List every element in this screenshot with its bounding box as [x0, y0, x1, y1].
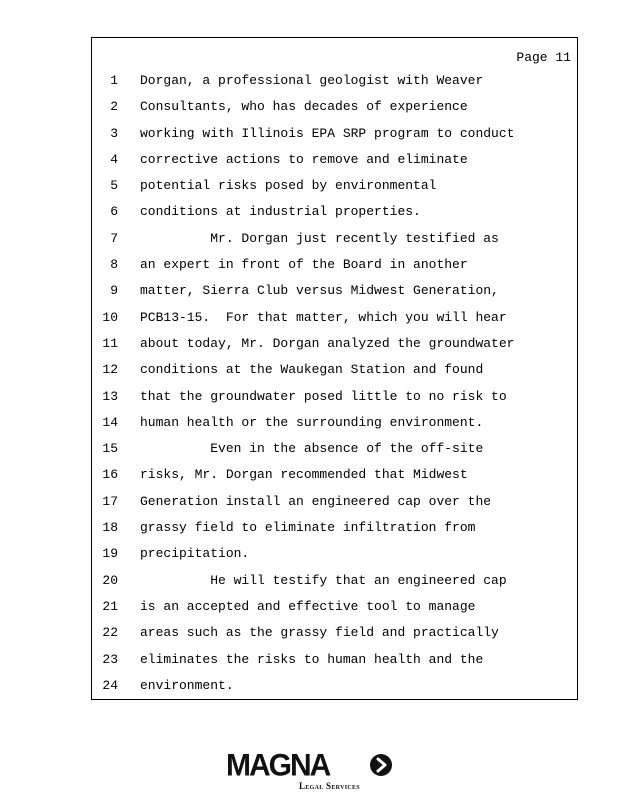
transcript-line — [92, 278, 577, 304]
line-text: human health or the surrounding environment. — [140, 414, 484, 430]
line-text: that the groundwater posed little to no risk to — [140, 388, 507, 404]
transcript-line — [92, 489, 577, 515]
line-text: an expert in front of the Board in another — [140, 257, 468, 273]
logo-wordmark: MAGNA — [226, 748, 330, 783]
line-number: 2 — [110, 99, 118, 115]
transcript-line — [92, 462, 577, 488]
line-number: 20 — [102, 572, 118, 588]
line-number: 14 — [102, 414, 118, 430]
line-text: working with Illinois EPA SRP program to conduct — [140, 125, 515, 141]
transcript-line — [92, 226, 577, 252]
transcript-line — [92, 673, 577, 699]
line-number: 1 — [110, 73, 118, 88]
line-number: 22 — [102, 625, 118, 641]
line-number: 19 — [102, 546, 118, 562]
transcript-line — [92, 331, 577, 357]
chevron-right-circle-icon — [369, 753, 393, 777]
transcript-line — [92, 594, 577, 620]
line-number: 11 — [102, 335, 118, 351]
line-number: 21 — [102, 598, 118, 614]
line-number: 17 — [102, 493, 118, 509]
transcript-line — [92, 620, 577, 646]
line-number: 13 — [102, 388, 118, 404]
line-text: risks, Mr. Dorgan recommended that Midwest — [140, 467, 468, 483]
logo-subtitle: Legal Services — [299, 781, 360, 791]
transcript-line — [92, 647, 577, 673]
transcript-line — [92, 541, 577, 567]
transcript-line — [92, 436, 577, 462]
line-text: conditions at the Waukegan Station and found — [140, 362, 484, 378]
line-text: He will testify that an engineered cap — [140, 572, 507, 588]
line-number: 24 — [102, 677, 118, 693]
line-text: is an accepted and effective tool to manage — [140, 598, 476, 614]
line-text: matter, Sierra Club versus Midwest Generation, — [140, 283, 499, 299]
transcript-line — [92, 68, 577, 94]
transcript-line — [92, 305, 577, 331]
line-number: 7 — [110, 230, 118, 246]
line-text: corrective actions to remove and eliminate — [140, 151, 468, 167]
transcript-line — [92, 94, 577, 120]
transcript-line — [92, 515, 577, 541]
transcript-line — [92, 147, 577, 173]
transcript-line — [92, 384, 577, 410]
line-text: Even in the absence of the off-site — [140, 441, 484, 457]
line-number: 5 — [110, 178, 118, 194]
transcript-line — [92, 199, 577, 225]
line-number: 16 — [102, 467, 118, 483]
line-number: 18 — [102, 520, 118, 536]
transcript-line — [92, 121, 577, 147]
transcript-line — [92, 173, 577, 199]
line-text: conditions at industrial properties. — [140, 204, 421, 220]
line-text: areas such as the grassy field and practically — [140, 625, 499, 641]
line-text: environment. — [140, 677, 234, 693]
line-text: Consultants, who has decades of experience — [140, 99, 468, 115]
line-text: grassy field to eliminate infiltration from — [140, 520, 476, 536]
line-text: Generation install an engineered cap over the — [140, 493, 492, 509]
line-text: potential risks posed by environmental — [140, 178, 437, 194]
line-number: 12 — [102, 362, 118, 378]
line-number: 4 — [110, 151, 118, 167]
page-number: Page 11 — [516, 50, 571, 65]
transcript-line — [92, 410, 577, 436]
line-number: 9 — [110, 283, 118, 299]
line-number: 8 — [110, 257, 118, 273]
line-text: Mr. Dorgan just recently testified as — [140, 230, 499, 246]
transcript-lines — [92, 68, 577, 699]
line-number: 3 — [110, 125, 118, 141]
transcript-line — [92, 357, 577, 383]
line-text: about today, Mr. Dorgan analyzed the groundwater — [140, 335, 515, 351]
magna-logo — [226, 748, 396, 792]
transcript-page — [91, 37, 578, 700]
transcript-line — [92, 568, 577, 594]
line-number: 23 — [102, 651, 118, 667]
line-text: precipitation. — [140, 546, 250, 562]
line-number: 6 — [110, 204, 118, 220]
line-text: Dorgan, a professional geologist with Weaver — [140, 73, 484, 88]
line-text: eliminates the risks to human health and the — [140, 651, 484, 667]
line-number: 10 — [102, 309, 118, 325]
line-text: PCB13-15. For that matter, which you will hear — [140, 309, 507, 325]
line-number: 15 — [102, 441, 118, 457]
transcript-line — [92, 252, 577, 278]
